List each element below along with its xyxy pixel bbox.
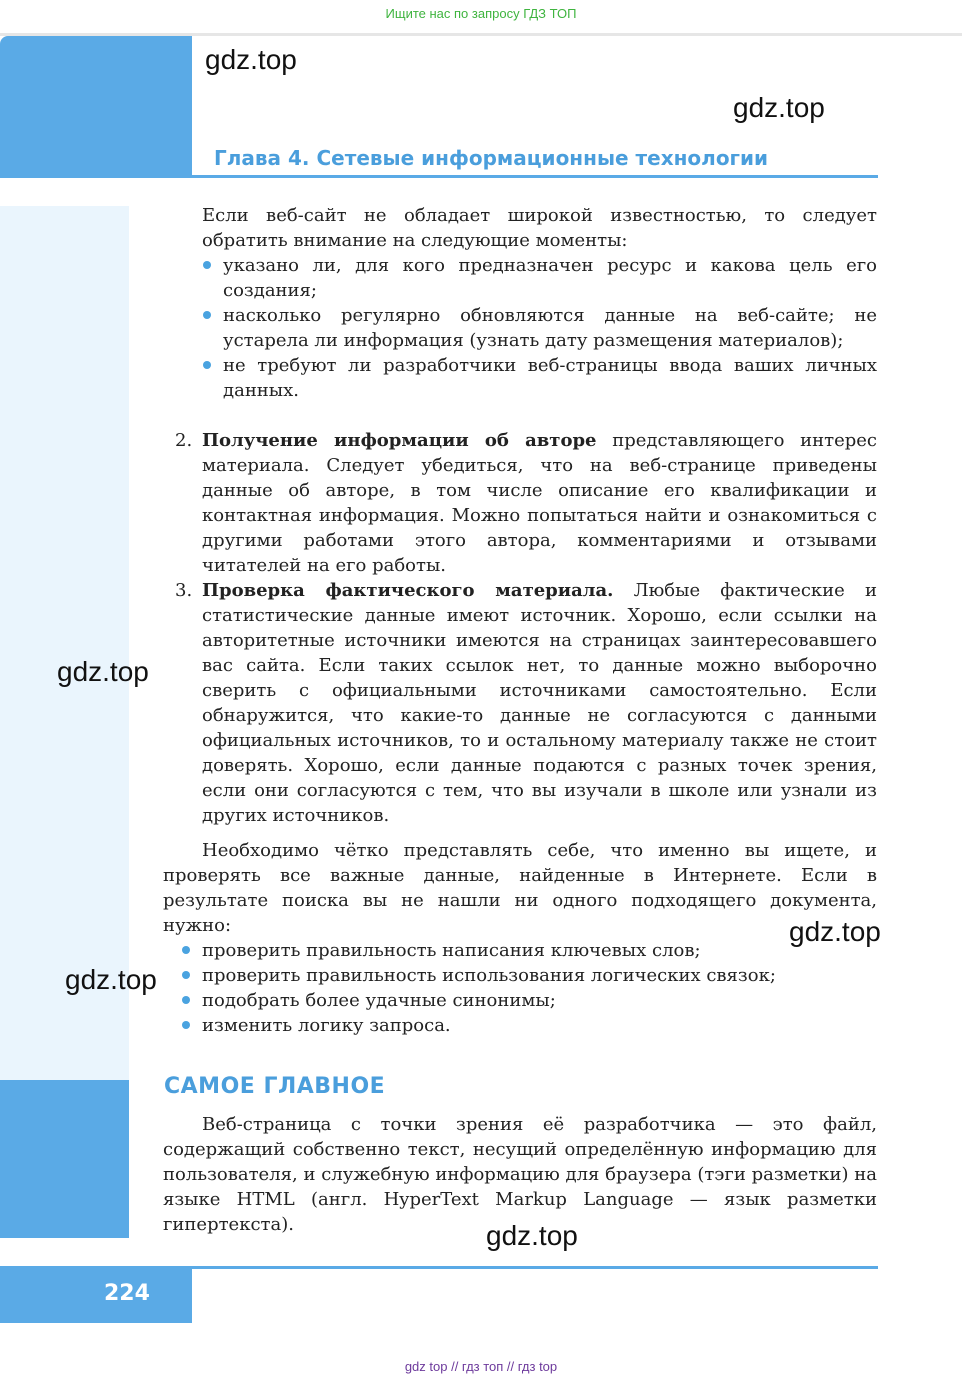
bullet-icon <box>182 996 190 1004</box>
list-item: проверить правильность написания ключевых слов; <box>202 938 877 963</box>
intro-paragraph: Если веб-сайт не обладает широкой известностью, то следует обратить внимание на следующие моменты: <box>202 205 877 251</box>
watermark: gdz.top <box>65 964 157 995</box>
item-number: 2. <box>175 430 193 451</box>
bullet-list-1 <box>223 253 877 403</box>
bullet-icon <box>203 311 211 319</box>
header-accent-block <box>0 36 192 178</box>
watermark: gdz.top <box>57 656 149 687</box>
watermark: gdz.top <box>789 916 881 947</box>
list-item: изменить логику запроса. <box>202 1013 877 1038</box>
bullet-list-2 <box>202 938 877 1038</box>
section-title: САМОЕ ГЛАВНОЕ <box>164 1074 386 1099</box>
search-advice-paragraph: Необходимо чётко представлять себе, что именно вы ищете, и проверять все важные данные, найденные в Интернете. Если в результате поиска вы не нашли ни одного подходящего документа, нужно: <box>163 840 877 936</box>
watermark: gdz.top <box>205 44 297 75</box>
bullet-icon <box>182 1021 190 1029</box>
search-banner[interactable]: Ищите нас по запросу ГДЗ ТОП <box>385 6 577 21</box>
page-number: 224 <box>104 1281 150 1306</box>
bullet-icon <box>182 971 190 979</box>
list-item: подобрать более удачные синонимы; <box>202 988 877 1013</box>
list-item: проверить правильность использования логических связок; <box>202 963 877 988</box>
chapter-title: Глава 4. Сетевые информационные технологии <box>214 146 769 170</box>
list-item: указано ли, для кого предназначен ресурс и какова цель его создания; <box>223 253 877 303</box>
watermark: gdz.top <box>733 92 825 123</box>
list-item: не требуют ли разработчики веб-страницы ввода ваших личных данных. <box>223 353 877 403</box>
summary-paragraph: Веб-страница с точки зрения её разработчика — это файл, содержащий собственно текст, несущий определённую информацию для пользователя, и служебную информацию для браузера (тэги разметки) на языке HTML (англ. HyperText Markup Language — язык разметки гипертекста). <box>163 1114 877 1235</box>
numbered-item-facts: Проверка фактического материала. Любые фактические и статистические данные имеют источник. Хорошо, если ссылки на авторитетные источники имеются на страницах заинтересовавшего вас сайта. Если таких ссылок нет, то данные можно выборочно сверить с официальными источниками самостоятельно. Если обнаружится, что какие-то данные не согласуются с данными официальных источников, то и остальному материалу также не стоит доверять. Хорошо, если данные подаются с разных точек зрения, если они согласуются с тем, что вы изучали в школе или узнали из других источников. <box>202 580 878 826</box>
bullet-icon <box>203 361 211 369</box>
item-heading: Получение информации об авторе <box>202 430 597 451</box>
numbered-item-author: Получение информации об авторе представляющего интерес материала. Следует убедиться, что на веб-странице приведены данные об авторе, в том числе описание его квалификации и контактная информация. Можно попытаться найти и ознакомиться с другими работами этого автора, комментариями и отзывами читателей на его работы. <box>202 430 877 576</box>
item-number: 3. <box>175 580 193 601</box>
bullet-icon <box>203 261 211 269</box>
sidebar-light <box>0 206 129 1080</box>
bottom-links[interactable]: gdz top // гдз топ // гдз top <box>404 1359 558 1374</box>
footer-underline <box>192 1266 878 1269</box>
bullet-icon <box>182 946 190 954</box>
item-heading: Проверка фактического материала. <box>202 580 614 601</box>
sidebar-dark <box>0 1080 129 1238</box>
watermark: gdz.top <box>486 1220 578 1251</box>
footer-accent-block <box>0 1266 192 1323</box>
list-item: насколько регулярно обновляются данные на веб-сайте; не устарела ли информация (узнать дату размещения материалов); <box>223 303 877 353</box>
header-underline <box>192 175 878 178</box>
